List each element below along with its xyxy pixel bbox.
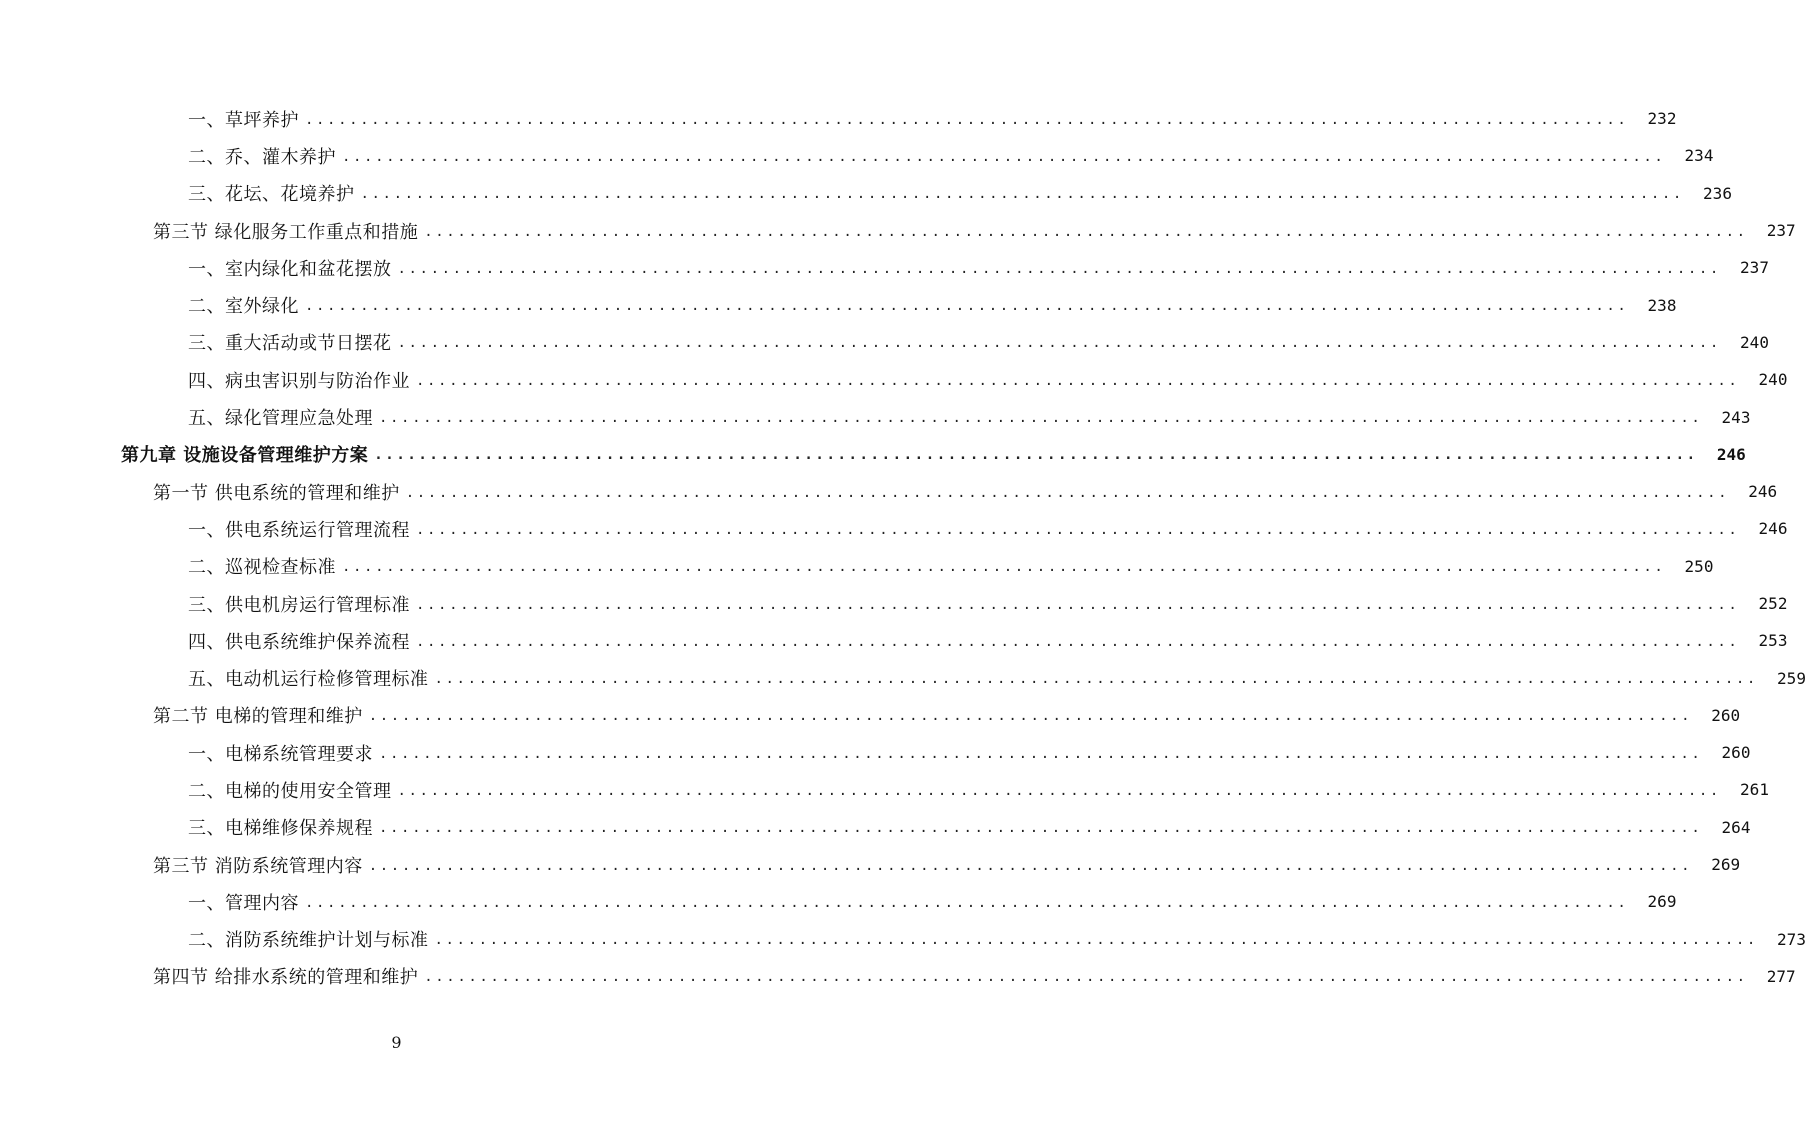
toc-entry-item[interactable] (0, 921, 1806, 958)
toc-entry-title: 二、乔、灌木养护 (188, 146, 336, 168)
toc-entry-title: 一、管理内容 (188, 892, 299, 914)
toc-entry-page: 260 (1711, 705, 1741, 725)
toc-entry-section[interactable] (0, 958, 1796, 995)
toc-entry-page: 237 (1740, 258, 1769, 278)
toc-entry-page: 240 (1758, 370, 1788, 390)
dot-leader: ........................................................................................................................ (434, 932, 1758, 949)
toc-entry-page: 253 (1758, 631, 1788, 651)
toc-entry-title: 三、电梯维修保养规程 (188, 818, 373, 840)
toc-entry-page: 277 (1766, 966, 1796, 986)
toc-entry-title: 二、巡视检查标准 (188, 557, 336, 579)
page-number: 9 (391, 1033, 402, 1052)
dot-leader: ........................................................................................................................ (397, 335, 1721, 352)
toc-entry-section[interactable] (0, 473, 1778, 510)
toc-entry-title: 一、室内绿化和盆花摆放 (188, 258, 392, 280)
dot-leader: ........................................................................................................................ (397, 782, 1721, 799)
toc-entry-page: 273 (1777, 929, 1806, 949)
toc-entry-page: 234 (1684, 146, 1714, 166)
toc-entry-item[interactable] (0, 771, 1769, 808)
toc-entry-title: 四、供电系统维护保养流程 (188, 631, 410, 653)
dot-leader: ........................................................................................................................ (374, 447, 1698, 464)
toc-entry-page: 259 (1777, 668, 1806, 688)
toc-entry-item[interactable] (0, 585, 1788, 622)
dot-leader: ........................................................................................................................ (342, 148, 1666, 165)
dot-leader: ........................................................................................................................ (305, 894, 1629, 911)
toc-entry-title: 三、重大活动或节日摆花 (188, 333, 392, 355)
toc-entry-section[interactable] (0, 212, 1796, 249)
toc-entry-section[interactable] (0, 697, 1741, 734)
toc-entry-item[interactable] (0, 548, 1714, 585)
dot-leader: ........................................................................................................................ (368, 857, 1693, 874)
toc-entry-title: 三、供电机房运行管理标准 (188, 594, 410, 616)
toc-entry-item[interactable] (0, 510, 1788, 547)
dot-leader: ........................................................................................................................ (305, 298, 1629, 315)
toc-entry-page: 246 (1716, 444, 1746, 464)
toc-entry-item[interactable] (0, 175, 1732, 212)
toc-entry-title: 一、电梯系统管理要求 (188, 743, 373, 765)
toc-entry-page: 236 (1703, 183, 1732, 203)
toc-entry-page: 252 (1758, 594, 1788, 613)
toc-entry-page: 269 (1647, 892, 1677, 912)
toc-entry-title: 二、室外绿化 (188, 296, 299, 318)
toc-entry-page: 269 (1711, 855, 1741, 875)
toc-entry-title: 第四节 给排水系统的管理和维护 (153, 967, 419, 989)
toc-entry-item[interactable] (0, 100, 1677, 137)
toc-entry-title: 二、消防系统维护计划与标准 (188, 930, 429, 952)
toc-entry-page: 261 (1740, 780, 1769, 800)
toc-entry-page: 243 (1721, 407, 1751, 427)
dot-leader: ........................................................................................................................ (368, 708, 1693, 725)
toc-entry-item[interactable] (0, 398, 1751, 435)
toc-entry-item[interactable] (0, 137, 1714, 174)
toc-entry-title: 一、供电系统运行管理流程 (188, 519, 410, 541)
dot-leader: ........................................................................................................................ (416, 521, 1740, 538)
dot-leader: ........................................................................................................................ (342, 559, 1666, 576)
toc-entry-title: 第二节 电梯的管理和维护 (153, 706, 363, 728)
dot-leader: ........................................................................................................................ (416, 596, 1740, 613)
toc-entry-page: 237 (1766, 221, 1796, 241)
toc-entry-title: 五、绿化管理应急处理 (188, 408, 373, 430)
toc-entry-page: 232 (1647, 109, 1677, 129)
toc-entry-item[interactable] (0, 622, 1788, 659)
toc-entry-title: 四、病虫害识别与防治作业 (188, 370, 410, 392)
dot-leader: ........................................................................................................................ (416, 372, 1740, 389)
dot-leader: ........................................................................................................................ (424, 223, 1748, 240)
toc-entry-item[interactable] (0, 883, 1677, 920)
toc-entry-item[interactable] (0, 286, 1677, 323)
dot-leader: ........................................................................................................................ (379, 820, 1703, 837)
dot-leader: ........................................................................................................................ (434, 671, 1758, 688)
toc-entry-page: 238 (1647, 295, 1677, 315)
toc-entry-title: 第九章 设施设备管理维护方案 (121, 445, 369, 467)
dot-leader: ........................................................................................................................ (305, 111, 1629, 128)
table-of-contents (0, 100, 1806, 995)
toc-entry-section[interactable] (0, 846, 1741, 883)
toc-entry-title: 第三节 绿化服务工作重点和措施 (153, 221, 419, 243)
toc-entry-item[interactable] (0, 809, 1751, 846)
toc-entry-item[interactable] (0, 734, 1751, 771)
toc-entry-title: 五、电动机运行检修管理标准 (188, 669, 429, 691)
toc-entry-page: 264 (1721, 817, 1751, 837)
dot-leader: ........................................................................................................................ (397, 260, 1721, 277)
toc-entry-item[interactable] (0, 249, 1769, 286)
toc-entry-title: 二、电梯的使用安全管理 (188, 780, 392, 802)
toc-entry-page: 240 (1740, 332, 1769, 352)
dot-leader: ........................................................................................................................ (379, 410, 1703, 427)
toc-entry-title: 一、草坪养护 (188, 109, 299, 131)
toc-entry-item[interactable] (0, 659, 1806, 696)
toc-entry-title: 三、花坛、花境养护 (188, 184, 355, 206)
toc-entry-page: 250 (1684, 556, 1714, 576)
dot-leader: ........................................................................................................................ (416, 633, 1740, 650)
toc-entry-item[interactable] (0, 324, 1769, 361)
toc-entry-title: 第三节 消防系统管理内容 (153, 855, 363, 877)
dot-leader: ........................................................................................................................ (379, 745, 1703, 762)
toc-entry-item[interactable] (0, 361, 1788, 398)
dot-leader: ........................................................................................................................ (360, 186, 1684, 203)
dot-leader: ........................................................................................................................ (405, 484, 1730, 501)
toc-entry-page: 246 (1748, 482, 1778, 502)
toc-entry-page: 260 (1721, 743, 1751, 763)
toc-entry-chapter[interactable] (0, 436, 1746, 473)
toc-entry-page: 246 (1758, 519, 1788, 539)
toc-entry-title: 第一节 供电系统的管理和维护 (153, 482, 400, 504)
dot-leader: ........................................................................................................................ (424, 969, 1748, 986)
